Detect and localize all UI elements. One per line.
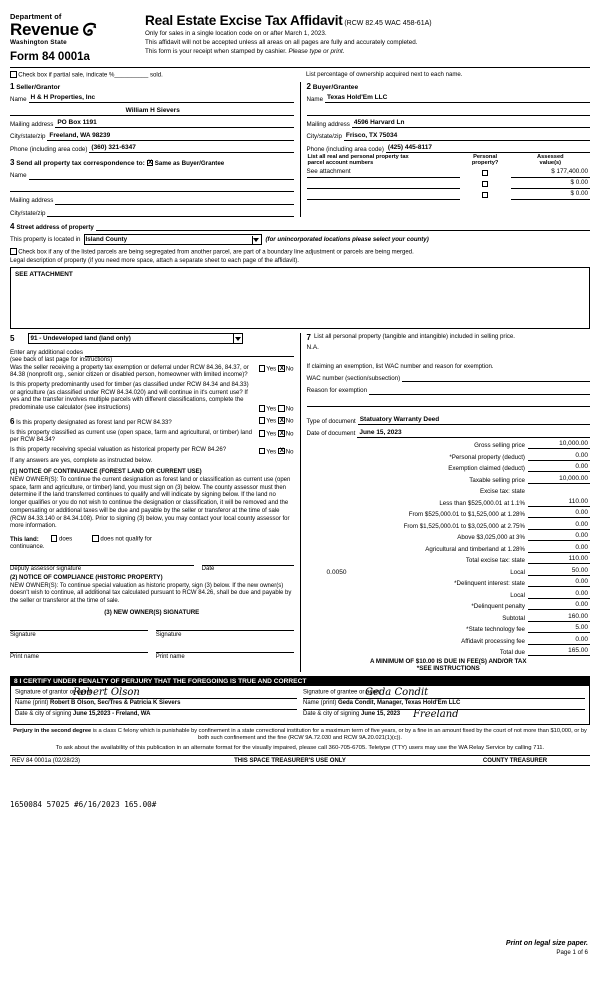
seller-city-label: City/state/zip [10, 133, 46, 140]
bracket-3-label: From $1,525,000.01 to $3,025,000 at 2.75% [403, 522, 525, 530]
bracket-3-value: 0.00 [528, 521, 590, 530]
legal-description-label: Legal description of property (if you need more space, attach a separate sheet to each page of the affidavit). [10, 257, 299, 264]
buyer-city-row [307, 131, 591, 141]
money-row [307, 554, 591, 564]
personal-property-deduct-value: 0.00 [528, 452, 590, 461]
q5-no-checkbox[interactable] [278, 448, 285, 455]
delinquent-interest-state-value: 0.00 [528, 578, 590, 587]
parcel-table [307, 154, 591, 201]
question-forest-land [10, 417, 294, 428]
q1-no-checkbox[interactable] [278, 365, 285, 372]
ag-timber-label: Agricultural and timberland at 1.28% [425, 545, 525, 553]
delinquent-penalty-value: 0.00 [528, 601, 590, 610]
money-row [307, 474, 591, 484]
buyer-name-row [307, 93, 591, 103]
parcel-input[interactable] [307, 190, 460, 200]
buyer-column [301, 82, 591, 218]
partial-sale-label: Check box if partial sale, indicate %__________ sold. [18, 71, 163, 79]
section-4 [10, 221, 590, 329]
q4-yes-checkbox[interactable] [259, 430, 266, 437]
buyer-blank-row [307, 106, 591, 116]
question-2-answers: Yes No [257, 405, 294, 413]
delinquent-interest-local-label: Local [510, 591, 525, 599]
county-treasurer-label: COUNTY TREASURER [482, 757, 548, 764]
compliance-title: (2) NOTICE OF COMPLIANCE (HISTORIC PROPERTY) [10, 574, 163, 581]
deputy-assessor-date-input[interactable] [202, 557, 294, 566]
perjury-bold: Perjury in the second degree [13, 728, 92, 734]
form-title: Real Estate Excise Tax Affidavit [145, 13, 343, 28]
local-rate-row [307, 566, 591, 576]
form-sub3-italic: Please type or print. [288, 47, 345, 55]
see-instructions-note: *SEE INSTRUCTIONS [416, 665, 480, 672]
delinquent-interest-local-value: 0.00 [528, 590, 590, 599]
continuance-word: continuance. [10, 542, 45, 550]
q3-yes-checkbox[interactable] [259, 417, 266, 424]
wac-number-input[interactable] [402, 373, 590, 382]
land-use-select[interactable] [28, 333, 243, 344]
section-1-heading: Seller/Grantor [16, 83, 61, 91]
affidavit-fee-value: 0.00 [528, 636, 590, 645]
form-title-citation: (RCW 82.45 WAC 458-61A) [344, 20, 432, 27]
question-exemption-deferral [10, 365, 294, 380]
perjury-rest: is a class C felony which is punishable by confinement in a state correctional institution for a maximum term of five years, or by a fine in an amount fixed by the court of not more than $10,000, or by both such confinement and the fine (RCW 9A.72.030 and RCW 9A.20.021(1)(c)). [92, 728, 587, 742]
question-3-answers: Yes X No [257, 417, 294, 425]
money-row [307, 635, 591, 645]
question-3-text: Is this property designated as forest land per RCW 84.33? [16, 419, 172, 426]
signature-label-2: Signature [155, 631, 182, 638]
footer-bar [10, 755, 590, 766]
assessed-value: $ 0.00 [511, 179, 590, 189]
county-hint: (for unincorporated locations please select your county) [265, 236, 429, 243]
local-label: Local [510, 568, 525, 576]
deputy-assessor-signature-input[interactable] [10, 557, 194, 566]
form-sub1: Only for sales in a single location code on or after March 1, 2023. [145, 30, 327, 37]
corr-name-label: Name [10, 172, 27, 179]
accessibility-note: To ask about the availability of this publication in an alternate format for the visually impaired, please call 360-705-6705. Teletype (TTY) users may use the WA Relay Service by calling 711. [55, 744, 545, 751]
same-as-buyer-checkbox[interactable] [147, 160, 154, 167]
money-row [307, 439, 591, 449]
buyer-phone-row [307, 143, 591, 153]
seller-name2-row [10, 106, 294, 116]
street-address-input[interactable] [96, 222, 590, 231]
new-owner-printname-1-input[interactable] [10, 643, 148, 653]
section-5-column [10, 333, 300, 673]
perjury-note [10, 728, 590, 743]
section-8-heading: I CERTIFY UNDER PENALTY OF PERJURY THAT THE FOREGOING IS TRUE AND CORRECT [19, 678, 307, 685]
total-excise-state-value: 110.00 [528, 555, 590, 564]
question-current-use [10, 430, 294, 445]
seller-phone-input[interactable]: (360) 321-6347 [89, 144, 293, 153]
buyer-mail-input[interactable]: 4596 Harvard Ln [352, 119, 590, 128]
bracket-1-value: 110.00 [528, 498, 590, 507]
question-4-answers: Yes X No [257, 430, 294, 438]
table-row [307, 179, 591, 190]
question-5-text: Is this property receiving special valuation as historical property per RCW 84.26? [10, 447, 227, 454]
buyer-city-label: City/state/zip [306, 133, 342, 140]
does-not-qualify-checkbox[interactable] [92, 535, 99, 542]
money-row [307, 462, 591, 472]
corr-city-row [10, 207, 294, 217]
revenue-swirl-icon [81, 22, 98, 39]
document-type-input[interactable]: Statuatory Warranty Deed [358, 416, 590, 425]
delinquent-penalty-label: *Delinquent penalty [471, 603, 525, 610]
answers-note: If any answers are yes, complete as instructed below. [10, 458, 153, 465]
use-and-value-section [10, 333, 590, 673]
land-use-value: 91 - Undeveloped land (land only) [30, 334, 131, 342]
table-row [307, 190, 591, 201]
section-3-heading: Send all property tax correspondence to: [16, 160, 145, 167]
county-select-value: Island County [85, 236, 128, 243]
new-owner-printname-2-input[interactable] [156, 643, 294, 653]
grantee-signature-script: Geda Condit [365, 687, 429, 698]
seller-name-row [10, 93, 294, 103]
dept-label: Department of [10, 12, 62, 21]
money-row [307, 485, 591, 495]
wac-number-label: WAC number (section/subsection) [306, 374, 401, 382]
seller-name-input[interactable]: H & H Properties, Inc [29, 94, 294, 103]
bracket-2-value: 0.00 [528, 509, 590, 518]
reason-exemption-label: Reason for exemption [306, 387, 368, 394]
assessed-value: $ 0.00 [511, 190, 590, 200]
section-3-number: 3 [10, 158, 15, 167]
does-qualify-checkbox[interactable] [51, 535, 58, 542]
grantor-signature-label: Signature of grantor or agent [15, 689, 92, 695]
section-8-certification [10, 676, 590, 725]
money-row [307, 451, 591, 461]
grantee-date-value: June 15, 2023 [361, 711, 401, 717]
buyer-mail-row [307, 118, 591, 128]
grantee-signature-label: Signature of grantee or agent [303, 689, 382, 695]
corr-name-row [10, 170, 294, 180]
question-1-answers: Yes X No [257, 365, 294, 373]
grantor-date-label: Date & city of signing [15, 711, 72, 717]
total-excise-state-label: Total excise tax: state [465, 557, 525, 564]
money-row [307, 531, 591, 541]
document-date-label: Date of document [306, 430, 356, 437]
additional-codes-input[interactable] [85, 348, 294, 357]
additional-codes-label: Enter any additional codes [10, 349, 83, 356]
parcel-input[interactable] [307, 179, 460, 189]
seller-phone-row [10, 143, 294, 153]
state-tech-fee-value: 5.00 [528, 624, 590, 633]
section-3-header-row [10, 158, 294, 167]
delinquent-interest-state-label: *Delinquent interest: state [454, 580, 525, 587]
affidavit-fee-label: Affidavit processing fee [461, 637, 525, 645]
form-number: Form 84 0001a [10, 51, 90, 63]
deputy-assessor-date-label: Date [201, 565, 215, 572]
seller-name-label: Name [10, 95, 27, 103]
q5-yes-checkbox[interactable] [259, 448, 266, 455]
corr-mail-label: Mailing address [10, 197, 54, 204]
grantee-cert-column [303, 688, 585, 721]
print-note [506, 940, 588, 956]
buyer-phone-input[interactable]: (425) 445-8117 [386, 144, 590, 153]
personal-property-value: N.A. [306, 343, 319, 351]
document-type-label: Type of document [306, 417, 356, 425]
corr-city-label: City/state/zip [10, 209, 46, 217]
agency-logo [10, 12, 138, 63]
form-sub3: This form is your receipt when stamped by cashier. [145, 47, 287, 55]
question-timber-ag [10, 382, 294, 413]
buyer-city-input[interactable]: Frisco, TX 75034 [344, 132, 590, 141]
partial-sale-checkbox[interactable] [10, 71, 17, 78]
new-owner-signature-1-input[interactable] [10, 621, 148, 631]
table-row [307, 168, 591, 179]
corr-blank-row [10, 182, 294, 192]
taxable-selling-price-label: Taxable selling price [469, 476, 525, 484]
taxable-selling-price-value: 10,000.00 [528, 475, 590, 484]
section-8-number: 8 [14, 678, 18, 685]
chevron-down-icon[interactable] [252, 236, 260, 245]
new-owner-signature-2-input[interactable] [156, 621, 294, 631]
gross-selling-price-label: Gross selling price [474, 442, 525, 449]
money-row [307, 646, 591, 656]
seller-mail-label: Mailing address [10, 120, 54, 128]
money-row [307, 612, 591, 622]
seller-name2-input[interactable]: William H Sievers [10, 107, 294, 116]
question-2-text: Is this property predominantly used for timber (as classified under RCW 84.34 and 84.33) or agriculture (as classified under RCW 84.34.020) and will continue in it's current use? If yes and the transfer involves multiple parcels with different classifications, complete the predominate use calculator (see instructions) [10, 381, 249, 412]
state-tech-fee-label: *State technology fee [466, 626, 525, 633]
corr-mail-input[interactable] [55, 196, 293, 205]
does-not-label: does not qualify for [100, 535, 152, 543]
parcel-col-header: List all real and personal property tax parcel account numbers [307, 154, 409, 167]
q3-no-checkbox[interactable] [278, 417, 285, 424]
money-row [307, 497, 591, 507]
legal-description-input[interactable]: SEE ATTACHMENT [10, 267, 590, 329]
money-row [307, 508, 591, 518]
personal-property-checkbox[interactable] [482, 192, 489, 199]
q4-no-checkbox[interactable] [278, 430, 285, 437]
ownership-note: List percentage of ownership acquired next to each name. [306, 71, 463, 78]
local-rate-value: 0.0050 [326, 568, 347, 576]
grantor-name-label: Name (print) [15, 700, 49, 706]
seller-column [10, 82, 300, 218]
buyer-mail-label: Mailing address [306, 120, 350, 128]
new-owner-signature-row [10, 621, 294, 638]
new-owner-signature-title: (3) NEW OWNER(S) SIGNATURE [104, 608, 200, 616]
continuance-title: (1) NOTICE OF CONTINUANCE (FOREST LAND OR CURRENT USE) [10, 468, 202, 475]
q2-no-checkbox[interactable] [278, 405, 285, 412]
grantee-name-label: Name (print) [303, 700, 337, 706]
reason-exemption-input-2[interactable] [307, 398, 591, 407]
money-row [307, 589, 591, 599]
money-row [307, 520, 591, 530]
county-select[interactable] [84, 234, 262, 245]
exemption-claimed-label: Exemption claimed (deduct) [448, 465, 525, 472]
excise-tax-state-label: Excise tax: state [479, 488, 525, 495]
money-row [307, 543, 591, 553]
grantor-name-value: Robert B Olson, Sec/Tres & Patricia K Sievers [50, 700, 181, 706]
located-in-label: This property is located in [10, 236, 81, 243]
document-date-input[interactable]: June 15, 2023 [357, 429, 590, 438]
section-4-heading: Street address of property [16, 223, 94, 231]
reason-exemption-input[interactable] [369, 386, 590, 395]
form-title-block [138, 12, 590, 57]
rev-number: REV 84 0001a (02/28/23) [12, 757, 81, 764]
section-6-number: 6 [10, 416, 15, 426]
segregation-checkbox[interactable] [10, 248, 17, 255]
this-land-label: This land: [10, 535, 39, 543]
seller-city-row [10, 131, 294, 141]
corr-city-input[interactable] [47, 208, 293, 217]
question-historic [10, 447, 294, 455]
parties-section [10, 82, 590, 218]
seller-phone-label: Phone (including area code) [10, 145, 88, 153]
same-as-buyer-label: Same as Buyer/Grantee [154, 160, 225, 167]
form-sub2: This affidavit will not be accepted unless all areas on all pages are fully and accurately completed. [145, 38, 418, 46]
compliance-body: NEW OWNER(S): To continue special valuation as historic property, sign (3) below. If the new owner(s) doesn't wish to continue, all additional tax calculated pursuant to RCW 84.26, shall be due and payable by the seller or transferor at the time of sale. [10, 582, 292, 605]
bracket-4-value: 0.00 [528, 532, 590, 541]
does-label: does [58, 535, 73, 543]
buyer-name-input[interactable]: Texas Hold'Em LLC [325, 94, 590, 103]
gross-selling-price-value: 10,000.00 [528, 440, 590, 449]
personal-property-checkbox[interactable] [482, 170, 489, 177]
corr-name-input[interactable] [29, 171, 294, 180]
bracket-1-label: Less than $525,000.01 at 1.1% [439, 499, 525, 507]
section-7-number: 7 [306, 332, 311, 342]
excise-tax-state-value [528, 486, 590, 495]
q2-yes-checkbox[interactable] [259, 405, 266, 412]
form-header [10, 8, 590, 65]
seller-city-input[interactable]: Freeland, WA 98239 [47, 132, 293, 141]
state-label: Washington State [10, 39, 67, 46]
grantee-date-label: Date & city of signing [303, 711, 360, 717]
personal-property-deduct-label: *Personal property (deduct) [449, 453, 525, 461]
seller-mail-input[interactable]: PO Box 1191 [55, 119, 293, 128]
section-7-heading: List all personal property (tangible and intangible) included in selling price. [313, 332, 516, 340]
printname-label-1: Print name [10, 653, 40, 660]
minimum-due-note: A MINIMUM OF $10.00 IS DUE IN FEE(S) AND/OR TAX [369, 658, 527, 665]
grantee-name-value: Geda Condit, Manager, Texas Hold'Em LLC [338, 700, 461, 706]
grantee-signature-input[interactable] [303, 688, 585, 699]
money-row [307, 600, 591, 610]
signature-label-1: Signature [10, 631, 36, 638]
chevron-down-icon[interactable] [233, 334, 241, 343]
buyer-blank-input[interactable] [307, 107, 591, 116]
assessed-col-header: Assessed value(s) [537, 154, 564, 167]
section-1-number: 1 [10, 81, 15, 91]
question-1-text: Was the seller receiving a property tax exemption or deferral under RCW 84.36, 84.37, or 84.38 (nonprofit org., senior citizen or disabled person, homeowner with limited income)? [10, 364, 249, 379]
money-row [307, 577, 591, 587]
receipt-stamp: 1650084 57025 #6/16/2023 165.00# [10, 800, 157, 810]
personal-property-checkbox[interactable] [482, 181, 489, 188]
money-row [307, 623, 591, 633]
corr-blank-input[interactable] [10, 183, 294, 192]
printname-label-2: Print name [155, 653, 185, 660]
new-owner-printname-row [10, 643, 294, 660]
seller-mail-row [10, 118, 294, 128]
total-due-value: 165.00 [528, 647, 590, 656]
section-5-number: 5 [10, 333, 15, 343]
corr-mail-row [10, 195, 294, 205]
segregation-note: Check box if any of the listed parcels are being segregated from another parcel, are part of a boundary line adjustment or parcels are being merged. [18, 249, 414, 256]
section-2-number: 2 [306, 81, 311, 91]
additional-codes-note: (see back of last page for instructions) [10, 356, 113, 363]
q1-yes-checkbox[interactable] [259, 365, 266, 372]
print-legal-note: Print on legal size paper. [505, 940, 588, 947]
bracket-2-label: From $525,000.01 to $1,525,000 at 1.28% [408, 511, 525, 518]
subtotal-value: 160.00 [528, 613, 590, 622]
deputy-assessor-signature-label: Deputy assessor signature [10, 565, 82, 572]
continuance-body: NEW OWNER(S): To continue the current designation as forest land or classification as current use (open space, farm and agriculture, or timber) land, you must sign on (3) below. The county assessor must then determine if the land transferred continues to qualify and will indicate by signing below. If the land no longer qualifies or you do not wish to continue the designation or classification, it will be removed and the compensating or additional taxes will be due and payable by the seller or transferor at the time of sale (RCW 84.33.140 or 84.34.108). Prior to signing (3) below, you may contact your local county assessor for more information. [10, 476, 291, 530]
page-number: Page 1 of 6 [556, 949, 588, 956]
parcel-input[interactable]: See attachment [307, 168, 460, 178]
section-7-column [301, 333, 591, 673]
buyer-name-label: Name [306, 95, 324, 103]
exemption-claimed-value: 0.00 [528, 463, 590, 472]
section-2-heading: Buyer/Grantee [312, 83, 359, 91]
section-4-number: 4 [10, 222, 15, 231]
assessed-value: $ 177,400.00 [511, 168, 590, 178]
grantee-date-input[interactable] [303, 710, 585, 721]
question-4-text: Is this property classified as current use (open space, farm and agricultural, or timber) land per RCW 84.34? [10, 429, 252, 444]
grantor-date-input[interactable] [15, 710, 297, 721]
grantor-signature-input[interactable] [15, 688, 297, 699]
question-5-answers: Yes X No [257, 447, 294, 455]
treasurer-space-label: THIS SPACE TREASURER'S USE ONLY [234, 757, 346, 764]
total-due-label: Total due [499, 649, 525, 656]
bracket-4-label: Above $3,025,000 at 3% [457, 534, 525, 541]
top-notes [10, 71, 590, 79]
subtotal-label: Subtotal [502, 614, 525, 622]
grantee-city-script: Freeland [413, 709, 459, 720]
grantor-date-value: June 15,2023 - Freland, WA [73, 711, 151, 717]
grantor-name-input[interactable] [15, 699, 297, 710]
local-value: 50.00 [528, 567, 590, 576]
exemption-claim-note: If claiming an exemption, list WAC number and reason for exemption. [306, 362, 494, 370]
header-divider [10, 67, 590, 68]
buyer-phone-label: Phone (including area code) [306, 145, 384, 153]
grantor-signature-script: Robert Olson [73, 687, 140, 698]
grantor-cert-column [15, 688, 303, 721]
ag-timber-value: 0.00 [528, 544, 590, 553]
personal-col-header: Personal property? [471, 154, 499, 167]
agency-name: Revenue [10, 20, 79, 39]
